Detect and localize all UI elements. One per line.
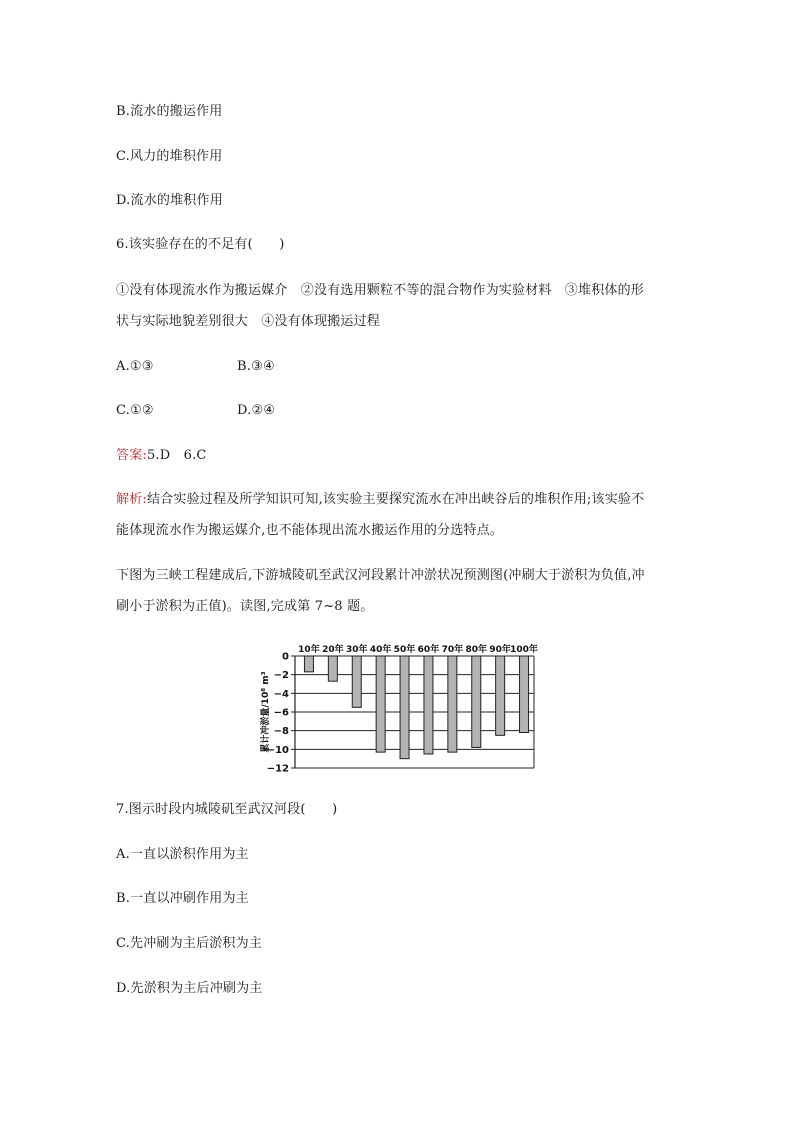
- x-category-label: 20年: [322, 645, 344, 655]
- q5-option-d: D.流水的堆积作用: [116, 193, 223, 208]
- q7-option-b: B.一直以冲刷作用为主: [116, 891, 249, 906]
- x-category-label: 50年: [393, 645, 416, 655]
- intro-line2: 刷小于淤积为正值)。读图,完成第 7~8 题。: [116, 599, 374, 614]
- q7-option-c: C.先冲刷为主后淤积为主: [116, 936, 263, 951]
- q6-stem: 6.该实验存在的不足有( ): [116, 237, 285, 252]
- x-category-label: 70年: [441, 645, 464, 655]
- y-tick-label: −4: [273, 688, 289, 700]
- y-tick-label: −6: [273, 707, 289, 719]
- analysis-label: 解析:: [116, 492, 147, 507]
- bar-100年: [520, 656, 529, 733]
- y-tick-label: −10: [266, 744, 289, 756]
- erosion-deposition-chart: [260, 640, 550, 775]
- x-category-label: 90年: [489, 645, 511, 655]
- bar-40年: [376, 656, 385, 752]
- q6-option-d: D.②④: [237, 403, 276, 418]
- q6-option-b: B.③④: [237, 359, 275, 374]
- answer-text: 5.D 6.C: [146, 448, 207, 463]
- x-category-label: 100年: [510, 645, 538, 655]
- q6-statements-line1: ①没有体现流水作为搬运媒介 ②没有选用颗粒不等的混合物作为实验材料 ③堆积体的形: [116, 283, 645, 298]
- x-category-label: 80年: [465, 645, 488, 655]
- answer-line: [116, 447, 207, 465]
- q6-option-a: A.①③: [116, 359, 154, 374]
- q5-option-c: C.风力的堆积作用: [116, 149, 223, 164]
- x-category-label: 40年: [369, 645, 392, 655]
- bar-70年: [448, 656, 457, 752]
- q7-option-a: A.一直以淤积作用为主: [116, 847, 249, 862]
- analysis-text-1: 结合实验过程及所学知识可知,该实验主要探究流水在冲出峡谷后的堆积作用;该实验不: [146, 492, 645, 507]
- bar-10年: [304, 656, 313, 672]
- bar-20年: [328, 656, 337, 681]
- q7-option-d: D.先淤积为主后冲刷为主: [116, 981, 263, 996]
- bar-60年: [424, 656, 433, 754]
- analysis-line2: 能体现流水作为搬运媒介,也不能体现出流水搬运作用的分选特点。: [116, 523, 504, 538]
- intro-line1: 下图为三峡工程建成后,下游城陵矶至武汉河段累计冲淤状况预测图(冲刷大于淤积为负值,冲: [116, 568, 645, 583]
- analysis-line1: [116, 491, 644, 509]
- y-tick-label: −8: [273, 726, 289, 738]
- x-category-label: 60年: [417, 645, 440, 655]
- answer-label: 答案:: [116, 448, 147, 463]
- q5-option-b: B.流水的搬运作用: [116, 104, 223, 119]
- bar-80年: [472, 656, 481, 747]
- x-category-label: 10年: [298, 645, 320, 655]
- x-category-label: 30年: [345, 645, 368, 655]
- q6-option-c: C.①②: [116, 403, 154, 418]
- y-tick-label: −2: [273, 670, 289, 682]
- bar-30年: [352, 656, 361, 707]
- q6-options-row2: [116, 402, 516, 420]
- y-tick-label: −12: [266, 763, 289, 775]
- bar-50年: [400, 656, 409, 759]
- y-tick-label: 0: [282, 651, 289, 663]
- bar-90年: [496, 656, 505, 735]
- q7-stem: 7.图示时段内城陵矶至武汉河段( ): [116, 802, 338, 817]
- q6-options-row1: [116, 358, 516, 376]
- q6-statements-line2: 状与实际地貌差别很大 ④没有体现搬运过程: [116, 314, 381, 329]
- y-axis-label: 累计冲淤量/10⁸ m³: [261, 671, 271, 753]
